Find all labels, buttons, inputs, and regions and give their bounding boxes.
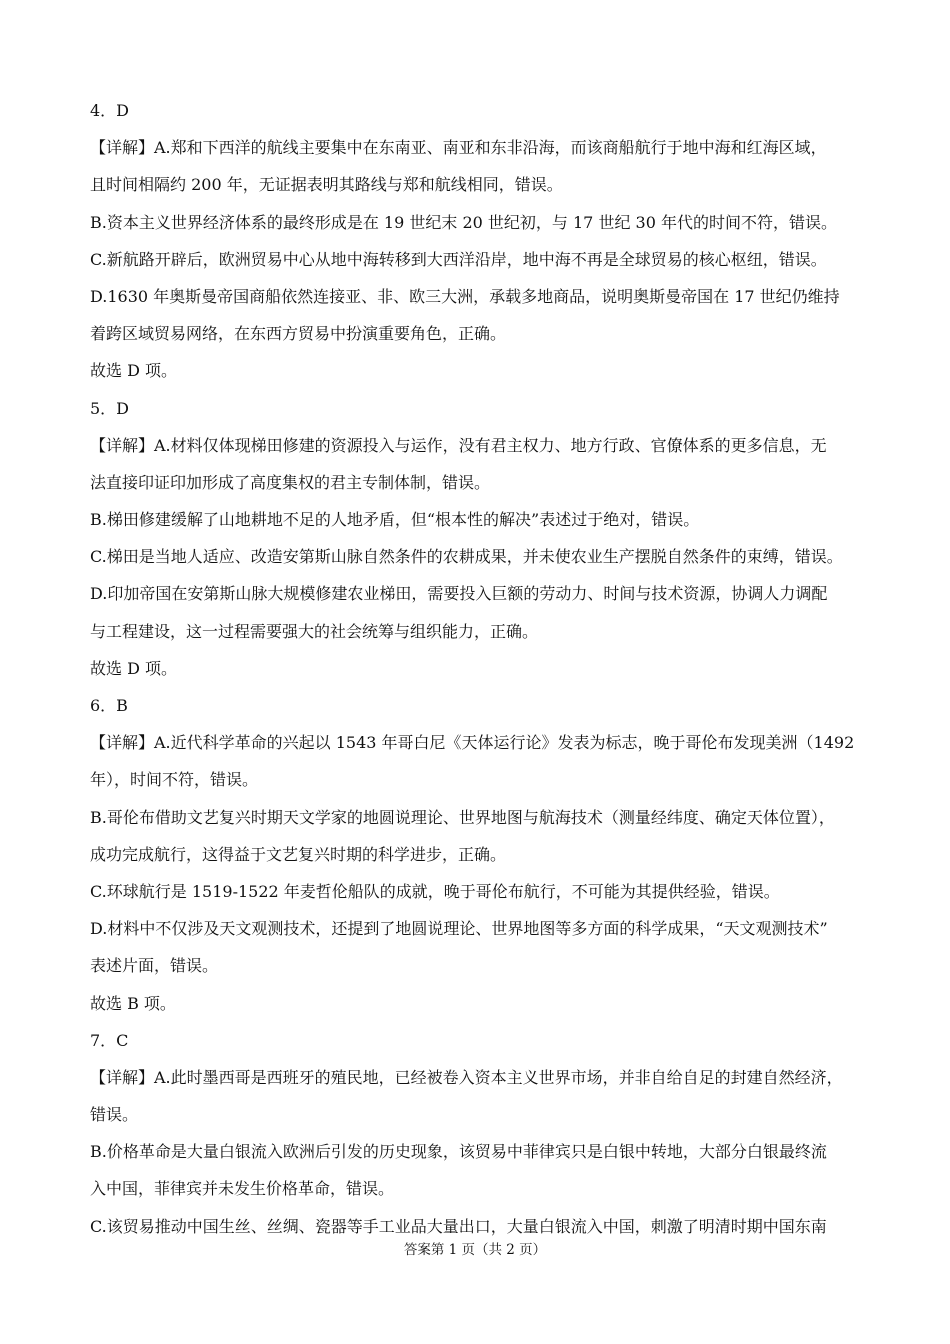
text-line: B.哥伦布借助文艺复兴时期天文学家的地圆说理论、世界地图与航海技术（测量经纬度、确定天体位置）， xyxy=(90,807,835,827)
text-line: 成功完成航行，这得益于文艺复兴时期的科学进步，正确。 xyxy=(90,844,507,864)
text-line: 4．D xyxy=(90,101,130,120)
text-line: C.环球航行是 1519-1522 年麦哲伦船队的成就，晚于哥伦布航行，不可能为其提供经验，错误。 xyxy=(90,881,780,901)
text-line: 年），时间不符，错误。 xyxy=(90,770,259,790)
text-line: 故选 B 项。 xyxy=(90,993,176,1013)
text-line: 【详解】A.此时墨西哥是西班牙的殖民地，已经被卷入资本主义世界市场，并非自给自足的封建自然经济， xyxy=(90,1067,843,1087)
text-line: D.1630 年奥斯曼帝国商船依然连接亚、非、欧三大洲，承载多地商品，说明奥斯曼帝国在 17 世纪仍维持 xyxy=(90,286,840,306)
text-line: 入中国，菲律宾并未发生价格革命，错误。 xyxy=(90,1179,395,1199)
text-line: D.印加帝国在安第斯山脉大规模修建农业梯田，需要投入巨额的劳动力、时间与技术资源，协调人力调配 xyxy=(90,584,828,604)
text-line: 7．C xyxy=(90,1030,129,1050)
text-line: C.梯田是当地人适应、改造安第斯山脉自然条件的农耕成果，并未使农业生产摆脱自然条件的束缚，错误。 xyxy=(90,547,843,567)
text-line: C.新航路开辟后，欧洲贸易中心从地中海转移到大西洋沿岸，地中海不再是全球贸易的核心枢纽，错误。 xyxy=(90,249,827,269)
text-line: 故选 D 项。 xyxy=(90,361,178,381)
answer-content xyxy=(90,92,870,1245)
text-line: 故选 D 项。 xyxy=(90,658,178,678)
text-line: 法直接印证印加形成了高度集权的君主专制体制，错误。 xyxy=(90,472,491,492)
text-line: 5．D xyxy=(90,398,130,418)
text-line: D.材料中不仅涉及天文观测技术，还提到了地圆说理论、世界地图等多方面的科学成果，“天文观测技术” xyxy=(90,919,828,939)
text-line: 【详解】A.近代科学革命的兴起以 1543 年哥白尼《天体运行论》发表为标志，晚于哥伦布发现美洲（1492 xyxy=(90,733,855,753)
text-line: 着跨区域贸易网络，在东西方贸易中扮演重要角色，正确。 xyxy=(90,324,507,344)
text-line: 错误。 xyxy=(90,1105,139,1125)
text-line: B.梯田修建缓解了山地耕地不足的人地矛盾，但“根本性的解决”表述过于绝对，错误。 xyxy=(90,510,700,530)
text-line: 与工程建设，这一过程需要强大的社会统筹与组织能力，正确。 xyxy=(90,621,539,641)
text-line: 【详解】A.材料仅体现梯田修建的资源投入与运作，没有君主权力、地方行政、官僚体系的更多信息，无 xyxy=(90,435,827,455)
text-line: 【详解】A.郑和下西洋的航线主要集中在东南亚、南亚和东非沿海，而该商船航行于地中海和红海区域， xyxy=(90,138,827,158)
text-line: 6．B xyxy=(90,696,128,715)
text-line: B.资本主义世界经济体系的最终形成是在 19 世纪末 20 世纪初，与 17 世纪 30 年代的时间不符，错误。 xyxy=(90,212,837,232)
text-line: C.该贸易推动中国生丝、丝绸、瓷器等手工业品大量出口，大量白银流入中国，刺激了明清时期中国东南 xyxy=(90,1216,827,1236)
text-line: 且时间相隔约 200 年，无证据表明其路线与郑和航线相同，错误。 xyxy=(90,175,563,195)
text-line: 表述片面，错误。 xyxy=(90,956,219,976)
page-footer: 答案第 1 页（共 2 页） xyxy=(403,1242,547,1258)
text-line: B.价格革命是大量白银流入欧洲后引发的历史现象，该贸易中菲律宾只是白银中转地，大部分白银最终流 xyxy=(90,1142,827,1162)
